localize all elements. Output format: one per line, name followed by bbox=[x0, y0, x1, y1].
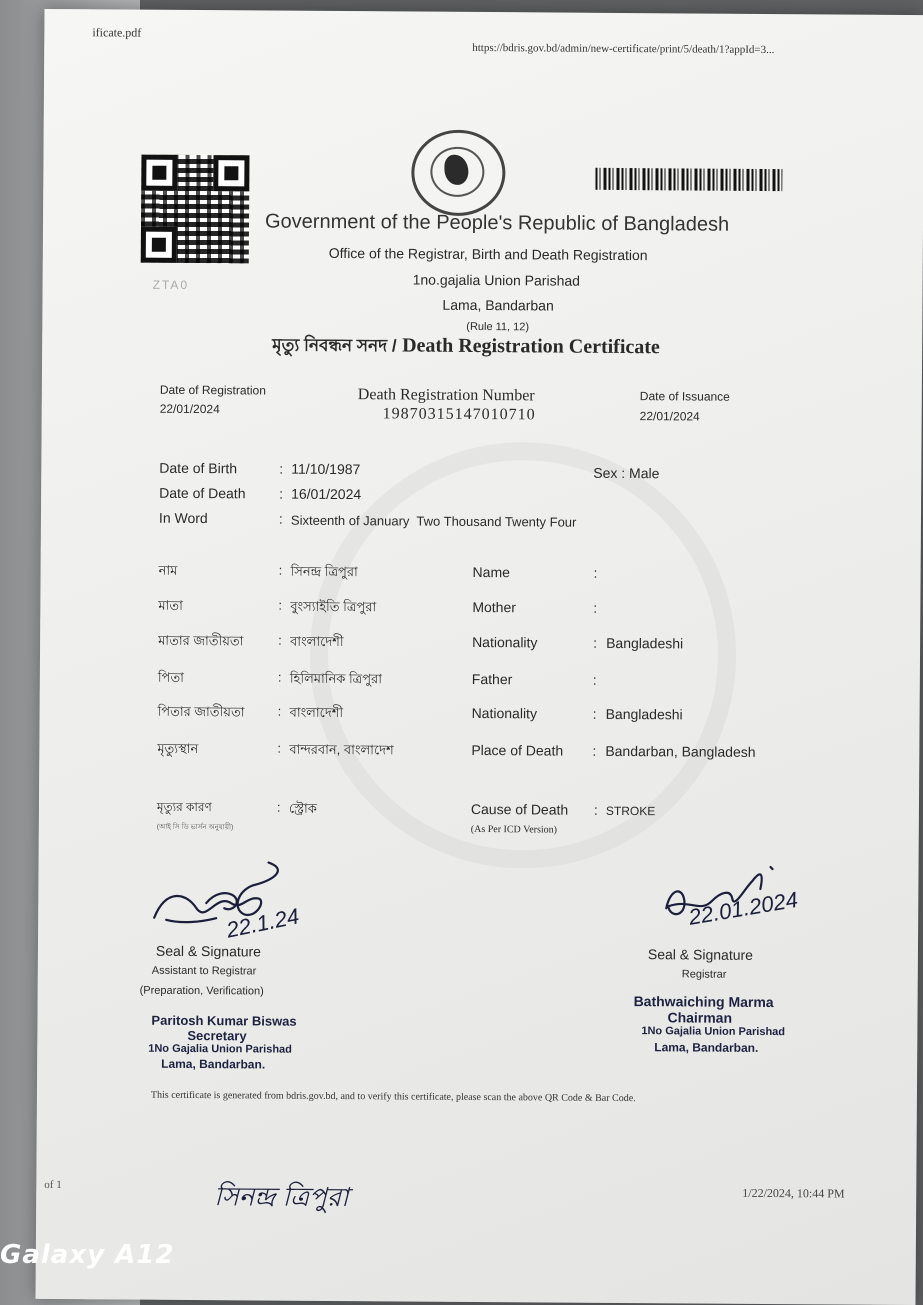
union-name: 1no.gajalia Union Parishad bbox=[412, 271, 581, 289]
issuance-date: 22/01/2024 bbox=[639, 409, 700, 424]
en-label-mother: Mother bbox=[472, 598, 516, 616]
bn-label-mother-nationality: মাতার জাতীয়তা bbox=[158, 632, 244, 649]
en-separator: : bbox=[593, 599, 598, 616]
en-value-place-of-death: Bandarban, Bangladesh bbox=[605, 742, 756, 760]
in-word-label: In Word bbox=[158, 509, 208, 527]
certificate-title bbox=[272, 333, 660, 364]
left-stamp-union: 1No Gajalia Union Parishad bbox=[148, 1042, 292, 1056]
bn-label-name: নাম bbox=[158, 562, 178, 578]
registration-date: 22/01/2024 bbox=[159, 401, 220, 417]
en-label-father-nationality: Nationality bbox=[471, 704, 538, 722]
qr-caption: ZTA0 bbox=[152, 277, 190, 292]
qr-finder-icon bbox=[213, 155, 249, 191]
bn-value-father: হিলিমানিক ত্রিপুরা bbox=[289, 670, 383, 687]
qr-code bbox=[141, 155, 250, 264]
bn-value-name: সিনন্দ্র ত্রিপুরা bbox=[290, 563, 358, 580]
right-stamp-location: Lama, Bandarban. bbox=[654, 1040, 759, 1055]
dod-value: 16/01/2024 bbox=[291, 485, 362, 503]
bn-value-place-of-death: বান্দরবান, বাংলাদেশ bbox=[289, 741, 394, 758]
certificate-title-bn: মৃত্যু নিবন্ধন সনদ / bbox=[272, 335, 397, 356]
en-separator: : bbox=[593, 564, 598, 581]
left-seal-label: Seal & Signature bbox=[155, 942, 262, 960]
issuance-date-label: Date of Issuance bbox=[639, 389, 730, 404]
en-label-cause-of-death: Cause of Death bbox=[470, 800, 569, 818]
bn-separator: : bbox=[278, 597, 283, 613]
handwritten-name: সিনন্দ্র ত্রিপুরা bbox=[214, 1181, 349, 1213]
footer-note: This certificate is generated from bdris.gov.bd, and to verify this certificate, please scan the above QR Code & Bar Code. bbox=[150, 1089, 636, 1105]
device-watermark: Galaxy A12 bbox=[0, 1240, 175, 1270]
en-separator: : bbox=[593, 801, 598, 818]
bn-label-place-of-death: মৃত্যুস্থান bbox=[157, 740, 199, 757]
cause-note-en: (As Per ICD Version) bbox=[470, 823, 558, 836]
left-role: Assistant to Registrar bbox=[151, 964, 257, 978]
bn-value-mother: বুংস্যাইতি ত্রিপুরা bbox=[290, 598, 377, 615]
left-stamp-location: Lama, Bandarban. bbox=[161, 1056, 266, 1072]
dod-separator: : bbox=[279, 485, 284, 502]
rule-reference: (Rule 11, 12) bbox=[466, 320, 530, 334]
bn-label-cause-of-death: মৃত্যুর কারণ bbox=[156, 799, 212, 815]
right-stamp-title: Chairman bbox=[667, 1009, 733, 1026]
en-value-cause-of-death: STROKE bbox=[605, 803, 656, 819]
government-title: Government of the People's Republic of Bangladesh bbox=[264, 210, 730, 236]
dod-label: Date of Death bbox=[159, 484, 246, 502]
right-seal-label: Seal & Signature bbox=[647, 946, 754, 963]
registration-date-label: Date of Registration bbox=[159, 382, 266, 398]
en-separator: : bbox=[592, 742, 597, 759]
en-separator: : bbox=[592, 671, 597, 688]
cause-note-bn: (আই সি ডি ভার্সন অনুযায়ী) bbox=[156, 823, 234, 832]
in-word-separator: : bbox=[278, 510, 283, 527]
right-role: Registrar bbox=[681, 968, 727, 981]
bn-separator: : bbox=[277, 740, 282, 756]
pdf-file-name: ificate.pdf bbox=[92, 25, 142, 40]
en-separator: : bbox=[592, 705, 597, 722]
right-stamp-union: 1No Gajalia Union Parishad bbox=[641, 1025, 786, 1039]
barcode bbox=[595, 168, 782, 191]
left-role-note: (Preparation, Verification) bbox=[139, 984, 264, 998]
dob-label: Date of Birth bbox=[159, 459, 238, 477]
print-url: https://bdris.gov.bd/admin/new-certificate/print/5/death/1?appId=3... bbox=[472, 41, 775, 57]
bn-label-father: পিতা bbox=[157, 669, 184, 685]
dob-value: 11/10/1987 bbox=[291, 460, 361, 478]
in-word-value: Sixteenth of January Two Thousand Twenty Four bbox=[290, 512, 577, 530]
left-handwritten-date: 22.1.24 bbox=[224, 903, 302, 943]
location: Lama, Bandarban bbox=[442, 296, 554, 314]
bn-separator: : bbox=[277, 669, 282, 685]
bn-separator: : bbox=[278, 562, 283, 578]
right-stamp-name: Bathwaiching Marma bbox=[633, 993, 774, 1011]
bn-label-mother: মাতা bbox=[158, 597, 183, 613]
sex-value: Sex : Male bbox=[593, 464, 660, 482]
printed-timestamp: 1/22/2024, 10:44 PM bbox=[742, 1185, 845, 1201]
bn-value-mother-nationality: বাংলাদেশী bbox=[290, 633, 344, 650]
registration-number-label: Death Registration Number bbox=[357, 386, 535, 405]
left-stamp-title: Secretary bbox=[187, 1027, 247, 1044]
bn-separator: : bbox=[277, 703, 282, 719]
bn-label-father-nationality: পিতার জাতীয়তা bbox=[157, 703, 245, 720]
left-stamp-name: Paritosh Kumar Biswas bbox=[151, 1012, 297, 1029]
qr-finder-icon bbox=[141, 227, 177, 263]
en-value-mother-nationality: Bangladeshi bbox=[606, 634, 684, 652]
registration-number: 19870315147010710 bbox=[382, 405, 536, 424]
government-seal-icon bbox=[411, 130, 506, 217]
en-label-place-of-death: Place of Death bbox=[471, 741, 564, 759]
office-title: Office of the Registrar, Birth and Death Registration bbox=[328, 244, 648, 264]
dob-separator: : bbox=[279, 460, 284, 477]
en-value-father-nationality: Bangladeshi bbox=[605, 705, 683, 723]
bn-value-cause-of-death: স্ট্রোক bbox=[288, 800, 317, 816]
certificate-page bbox=[36, 9, 923, 1305]
bn-separator: : bbox=[276, 799, 281, 815]
en-separator: : bbox=[593, 634, 598, 651]
right-handwritten-date: 22.01.2024 bbox=[686, 886, 800, 930]
en-label-mother-nationality: Nationality bbox=[472, 633, 538, 651]
bn-separator: : bbox=[278, 632, 282, 648]
certificate-title-en: Death Registration Certificate bbox=[402, 334, 660, 359]
qr-finder-icon bbox=[141, 155, 177, 191]
page-count: of 1 bbox=[44, 1178, 62, 1192]
en-label-father: Father bbox=[471, 670, 513, 688]
en-label-name: Name bbox=[472, 563, 511, 581]
bn-value-father-nationality: বাংলাদেশী bbox=[289, 704, 344, 721]
